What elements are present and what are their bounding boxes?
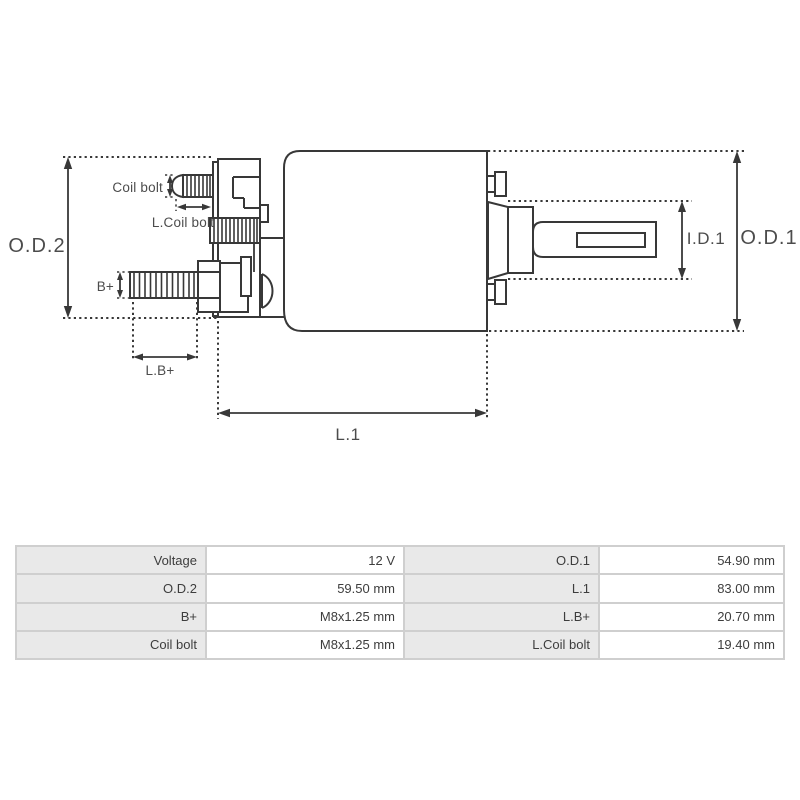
spec-value: 83.00 mm [600, 575, 783, 601]
contact-washer [241, 257, 251, 296]
spec-label: O.D.2 [17, 575, 205, 601]
spec-value: 54.90 mm [600, 547, 783, 573]
spec-value: M8x1.25 mm [207, 604, 403, 630]
end-cap-inner-tab [260, 205, 268, 222]
b-plus-label: B+ [96, 279, 114, 294]
spec-label: Voltage [17, 547, 205, 573]
id1-label: I.D.1 [686, 229, 726, 248]
spec-value: 12 V [207, 547, 403, 573]
lb-plus-label: L.B+ [145, 363, 175, 378]
coil-bolt-tip [172, 175, 183, 197]
rear-tab-top-small [487, 176, 495, 192]
coil-terminal-insert [210, 218, 260, 243]
coil-bolt-part [172, 175, 213, 197]
spec-value: 59.50 mm [207, 575, 403, 601]
rear-tab-bottom-small [487, 284, 495, 300]
spec-label: Coil bolt [17, 632, 205, 658]
od1-label: O.D.1 [740, 227, 798, 249]
spec-value: M8x1.25 mm [207, 632, 403, 658]
spec-label: L.1 [405, 575, 598, 601]
spec-table [15, 545, 785, 660]
rear-tab-bottom [495, 280, 506, 304]
spec-label: O.D.1 [405, 547, 598, 573]
contact-disc [262, 274, 273, 308]
spec-label: B+ [17, 604, 205, 630]
solenoid-main-body [284, 151, 487, 331]
plunger-shaft-slot [577, 233, 645, 247]
l1-label: L.1 [335, 425, 361, 444]
b-plus-hex-nut [198, 261, 220, 312]
spec-value: 20.70 mm [600, 604, 783, 630]
coil-bolt-label: Coil bolt [112, 180, 163, 195]
plunger-collar [508, 207, 533, 273]
plunger-assembly [488, 202, 656, 279]
rear-tab-top [495, 172, 506, 196]
plunger-flange [488, 202, 508, 279]
od2-label: O.D.2 [8, 235, 66, 257]
spec-label: L.Coil bolt [405, 632, 598, 658]
spec-label: L.B+ [405, 604, 598, 630]
spec-value: 19.40 mm [600, 632, 783, 658]
l-coil-bolt-label: L.Coil bolt [151, 215, 215, 230]
